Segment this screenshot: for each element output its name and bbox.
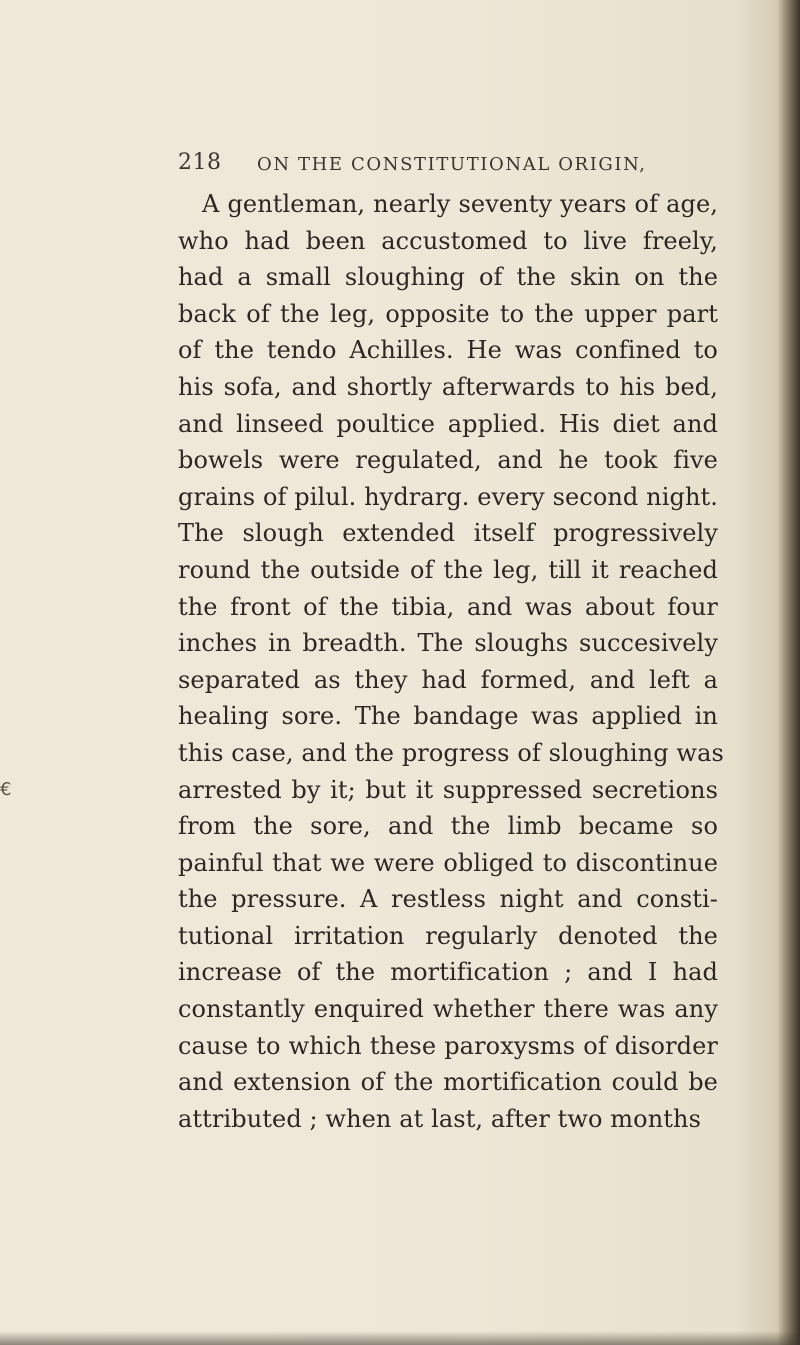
text-line: who had been accustomed to live freely,	[178, 226, 718, 255]
text-line: his sofa, and shortly afterwards to his bed,	[178, 372, 718, 401]
text-line: increase of the mortification ; and I had	[178, 958, 718, 987]
page-number: 218	[178, 150, 222, 175]
text-line: The slough extended itself progressively	[178, 519, 718, 548]
text-line: inches in breadth. The sloughs succesively	[178, 629, 718, 658]
text-line: had a small sloughing of the skin on the	[178, 263, 718, 292]
margin-mark: €	[0, 779, 12, 800]
running-head: ON THE CONSTITUTIONAL ORIGIN,	[257, 154, 647, 175]
text-line: round the outside of the leg, till it reached	[178, 555, 718, 584]
text-line: cause to which these paroxysms of disorder	[178, 1031, 718, 1060]
text-line: healing sore. The bandage was applied in	[178, 702, 718, 731]
text-line: and linseed poultice applied. His diet and	[178, 409, 718, 438]
page-header	[178, 150, 738, 186]
text-line: back of the leg, opposite to the upper part	[178, 299, 718, 328]
text-line: separated as they had formed, and left a	[178, 665, 718, 694]
text-line: A gentleman, nearly seventy years of age,	[202, 190, 718, 218]
text-line: painful that we were obliged to discontinue	[178, 848, 718, 877]
text-line: from the sore, and the limb became so	[178, 812, 718, 841]
text-line: tutional irritation regularly denoted the	[178, 921, 718, 950]
text-line: this case, and the progress of sloughing was	[178, 738, 724, 767]
page-binding-shadow	[778, 0, 800, 1345]
text-line: of the tendo Achilles. He was confined to	[178, 336, 718, 365]
text-line: bowels were regulated, and he took five	[178, 446, 718, 475]
text-line: the pressure. A restless night and consti-	[178, 885, 718, 914]
text-line: and extension of the mortification could be	[178, 1068, 718, 1097]
text-line: the front of the tibia, and was about four	[178, 592, 718, 621]
text-line: arrested by it; but it suppressed secretions	[178, 775, 718, 804]
page-bottom-shadow	[0, 1331, 800, 1345]
text-line: grains of pilul. hydrarg. every second night.	[178, 482, 718, 511]
body-paragraph	[178, 186, 724, 1137]
text-line: attributed ; when at last, after two months	[178, 1104, 701, 1133]
text-line: constantly enquired whether there was any	[178, 995, 718, 1024]
